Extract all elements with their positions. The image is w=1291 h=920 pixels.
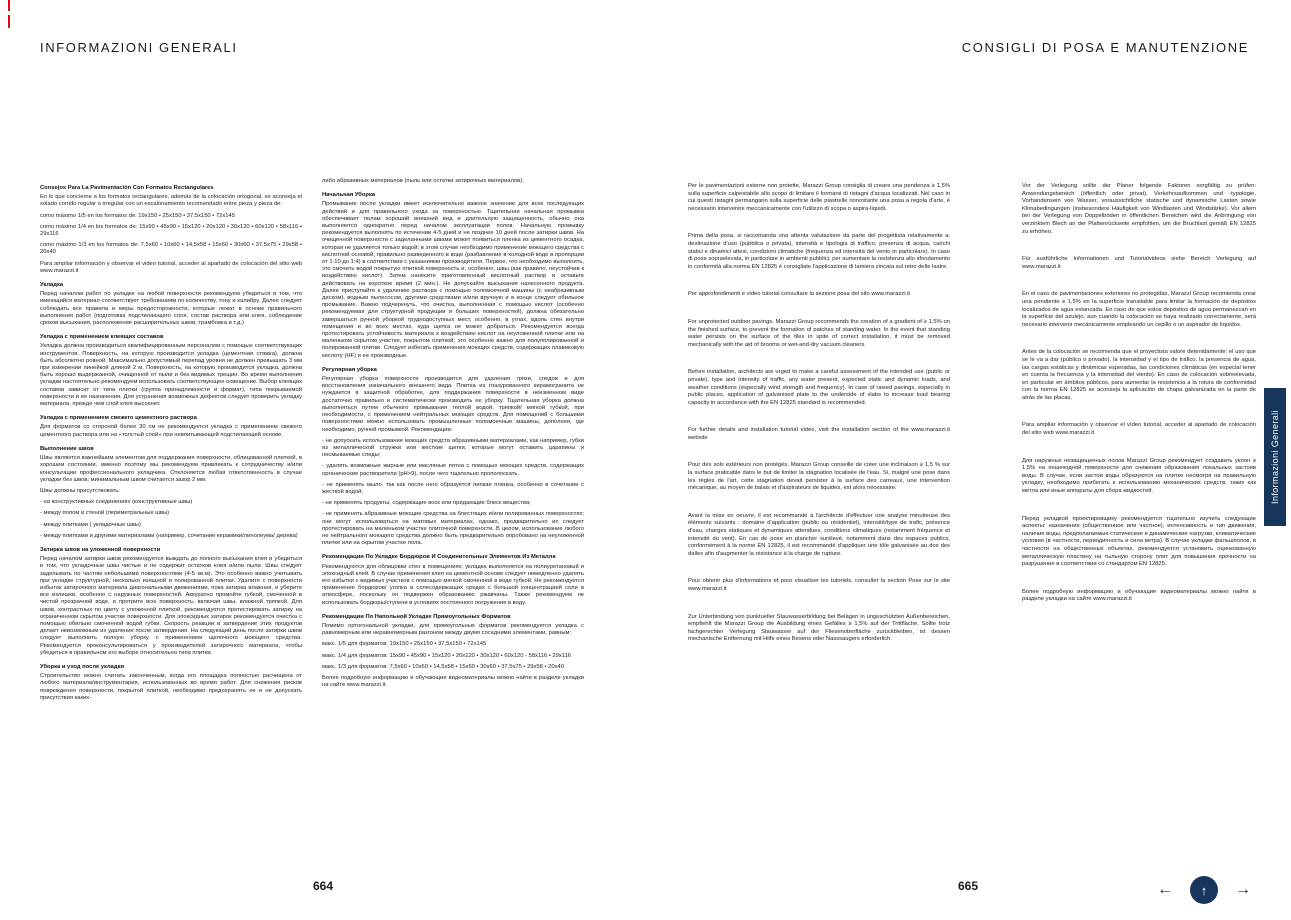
paragraph: Before installation, architects are urged to make a careful assessment of the intended use (public or private), type and intensity of traffic, any water present, expected static and dynamic loads, and weather conditions (especially wind strength and frequency). In case of raised pavings, especially in public places, application of galvanised plate to the underside of slabs to increase load bearing capacity in accordance with the EN 12825 standard is recommended. (688, 369, 950, 406)
paragraph: Более подробную информацию и обучающие видеоматериалы можно найти в разделе укладки на сайте www.marazzi.it (1022, 588, 1256, 603)
paragraph: - между полом и стеной (периметральные швы) (40, 510, 170, 517)
block-heading: Выполнение швов (40, 445, 94, 452)
paragraph: Vor der Verlegung sollte der Planer folgende Faktoren sorgfältig zu prüfen: Anwendungsbereich (öffentlich oder privat), Verkehrsaufkommen und -typologie, Vorhandensein von Wasser, voraussichtliche statische und dynamische Lasten sowie Klimabedingungen (insbesondere Häufigkeit von Windlasten und Windstärke). Vor allem bei der Verlegung von Doppelböden in öffentlichen Bereichen wird die Anbringung von verzinktem Blech an der Plattenrückseite empfohlen, um die Bruchlast gemäß EN 12825 zu erhöhen. (1022, 183, 1256, 235)
paragraph: Строительство можно считать законченным, когда его площадка полностью расчищена от любого материала/инструментария, использованных во время работ. Для снижения рисков повреждения поверхности, покрытой плиткой, необходимо предохранять ее и не допускать присутствия каких- (40, 673, 302, 701)
pager-navigation (1157, 876, 1251, 904)
paragraph: макс. 1/3 для форматов: 7,5x60 • 10x60 • 14,5x58 • 15x60 • 30x60 • 37,5x75 • 29x58 • 20x40 (322, 663, 564, 670)
paragraph: For unprotected outdoor pavings, Marazzi Group recommends the creation of a gradient of ≥ 1,5% on the finished surface, to prevent the formation of patches of standing water. In the event that standing water persists on the surface of the tiles in spite of correct installation, it must be removed mechanically with the aid of brooms or wet-and-dry vacuum cleaners. (688, 318, 950, 348)
paragraph: Регулярная уборка поверхности производится для удаления грязи, следов и для восстановления изначального внешнего вида. Плитка из глазурованного керамогранита не нуждается в защитной обработке, для поддержания поверхности в неизменном виде достаточно правильно и систематически производить ее уборку. Тщательная уборка должна выполняться путем обычного промывания теплой водой, тряпкой/ мягкой губкой, при необходимости, с применением нейтральных моющих средств. Для помещений с большими поверхностями можно использовать промышленные поломоечные машины, дополняя, где необходимо, ручной промывкой. Рекомендации: (322, 376, 584, 433)
paragraph: Für ausführliche Informationen und Tutorialvideos siehe Bereich Verlegung auf www.marazzi.it (1022, 256, 1256, 270)
page-title-right: CONSIGLI DI POSA E MANUTENZIONE (961, 40, 1249, 55)
paragraph: - не применять абразивные моющие средства на блестящих и/или полированных поверхностях; они могут использоваться на матовых материалах, однако, предварительно их следует протестировать на маленьком участке плиточной поверхности. В целом, использование любого не нейтрального моющего средства должно быть предварительно опробовано на неуложенной плитке или на скрытом участке пола. (322, 511, 584, 547)
block-heading: Рекомендации По Укладке Бордюров И Соединительных Элементов Из Металла (322, 554, 556, 561)
block-heading: Consejos Para La Pavimentación Con Formatos Rectangulares (40, 185, 214, 191)
page-number-left: 664 (313, 879, 334, 893)
paragraph: макс. 1/5 для форматов: 19x150 • 25x150 • 37,5x150 • 72x145 (322, 641, 487, 648)
paragraph: Para ampliar información y observar el vídeo tutorial, acceder al apartado de colocación del sitio web www.marazzi.it (1022, 422, 1256, 437)
paragraph: Промывание после укладки имеет исключительно важное значение для всех последующих действий и для правильного ухода за поверхностью. Тщательная начальная промывка обеспечивает полам хороший внешний вид и длительную защищенность, обычно она выполняется однократно перед началом эксплуатации полов. Начальную промывку рекомендуется выполнять по истечении 4-5 дней и не позднее 10 дней после затирки швов. На очищенной поверхности с заделанными швами может появиться пленка из цементного осадка, которая не удаляется только водой; в этом случае необходимо применение моющего средства с кислотной основой, правильно разведенного в воде (разбавление в холодной воде в пропорции от 1:10 до 1:4) в соответствии с указаниями производителя. Первое, что необходимо выполнить, это смочить водой покрытую плиткой поверхность и, особенно, швы (как правило, неустойчив к воздействию кислот). Затем нанесите приготовленный кислотный раствор и оставьте действовать на короткое время (2 мин.). Не допускайте высыхания нанесенного продукта. Далее приступайте к удалению раствора с помощью поломоечной машины (с неабразивным диском), водным пылесосом, другими средствами и/или вручную и в конце следует обильное промывание. Важно подчеркнуть, что очистка, выполненная с помощью кислот (особенно рекомендуемая для структурной продукции и больших поверхностей), должна обязательно завершаться ручной уборкой труднодоступных мест, особенно, в углах, вдоль стен внутри помещения и во всех местах, куда щетка не может добраться. Рекомендуется всегда протестировать устойчивость материала к воздействию кислот на неуложенной плитке или на маленьком скрытом участке, покрытом плиткой; это особенно важно для полуполированной и полированной плитки. Следует избегать применения моющих средств, содержащих плавиковую кислоту (HF) и ее производные. (322, 201, 584, 359)
paragraph: Для форматов со стороной более 30 см не рекомендуется укладка с применением свежего цементного раствора или на «толстый слой» при невпитывающей подстилающей основе. (40, 424, 302, 438)
paragraph: Prima della posa, si raccomanda una attenta valutazione da parte del progettista relativamente a: destinazione d'uso (pubblica o privata), intensità e tipologia di traffico, presenza di acqua, carichi statici e dinamici attesi, condizioni climatiche (frequenza ed intensità del vento in particolare). In caso di posa sopraelevata, in particolare in ambienti pubblici, per aumentare la resistenza allo sfondamento in conformità alla norma EN 12825 è consigliate l'applicazione di lamiera zincata sul retro delle lastre. (688, 233, 950, 270)
paragraph: Para ampliar información y observar el video tutorial, acceder al apartado de colocación del sitio web www.marazzi.it (40, 260, 302, 274)
text-column-4 (1022, 183, 1256, 624)
next-page-arrow-icon[interactable]: → (1235, 881, 1251, 898)
paragraph: - на конструктивных соединениях (конструктивные швы) (40, 499, 193, 506)
paragraph: Помимо ортогональной укладки, для прямоугольных форматов рекомендуется укладка с равномерным или неравномерным разгоном между двумя соседними элементами, равным: (322, 622, 584, 637)
paragraph: como máximo 1/5 en los formatos de: 19x150 • 25x150 • 37,5x150 • 72x145 (40, 212, 235, 219)
block-heading: Рекомендации По Напольной Укладке Прямоугольных Форматов (322, 613, 511, 620)
paragraph: como máximo 1/3 en los formatos de: 7,5x60 • 10x60 • 14,5x58 • 15x60 • 30x60 • 37,5x75 • 29x58 • 20x40 (40, 242, 302, 256)
red-crop-mark-top (8, 0, 10, 11)
paragraph: - удалять возможные жирные или масляные пятна с помощью моющих средств, содержащих органические растворители (pH>9), после чего тщательно прополоскать. (322, 463, 584, 477)
paragraph: Pour des sols extérieurs non protégés, Marazzi Group conseille de créer une inclinaison ≥ 1,5 % sur la surface praticable dans le but de limiter la stagnation localisée de l'eau. Si, malgré une pose dans les règles de l'art, cette stagnation devait persister à la surface des carreaux, une intervention mécanique, au moyen de balais et d'aspirateurs de liquides, est alors nécessaire. (688, 462, 950, 492)
paragraph: Рекомендуются для облицовки стен в помещениях; укладка выполняется на полиуретановый и эпоксидный клей. В случае применения клея на цементной основе следует немедленно удалять его избытки с видимых участков с помощью мягкой смоченной в воде губкой. Не рекомендуется применение бордюров/ уголка в солесодержащих средах с большой концентрацией соли в атмосфере, поскольку он подвержен образованию ржавчины. Также рекомендуем не использовать бордюры/ступени в условиях постоянного погружения в воду. (322, 563, 584, 606)
block-heading: Укладка (40, 282, 64, 289)
paragraph: Укладка должна производиться квалифицированным персоналом с помощью соответствующих инструментов. Поверхность, на которую производится укладка (цементная стяжка), должна быть абсолютно ровной. Максимально допустимый перепад уровня не должен превышать 3 мм при измерении линейкой длиной 2 м. Поверхность, на которую производится укладка, должна быть хорошо выдержанной, очищенной от пыли и без видимых трещин. Во время выполнения укладки настоятельно рекомендуем использовать соответствующее освещение. Выбор клеящих составов зависит от типа плитки (группа принадлежности и формат), типа покрываемой поверхности и ее назначения. Для устранения возможных дефектов следует проверить укладку материала, прежде чем слой клея высохнет. (40, 343, 302, 408)
paragraph: Per approfondimenti e video tutorial consultare la sezione posa del sito www.marazzi.it (688, 291, 911, 298)
paragraph: Перед укладкой проектировщику рекомендуется тщательно изучить следующие аспекты: назначение (общественное или частное), интенсивность и тип движения, наличие воды, предполагаемые статические и динамические нагрузки, климатические условия (в частности, периодичность и сила ветра). В случае укладки фальшполов, в частности на общественных объектах, рекомендуется установить оцинкованную металлическую пластину на тыльную сторону плит для повышения прочности на разрушение в соответствии со стандартом EN 12825. (1022, 515, 1256, 568)
section-tab-label: Informazioni Generali (1270, 410, 1280, 504)
paragraph: Zur Unterbindung von punktueller Stauwasserbildung bei Belägen in ungeschützten Außenbereichen, empfiehlt die Marazzi Group die Ausbildung eines Gefälles ≥ 1,5% auf der Trittfläche. Sollte trotz fachgerechter Verlegung Stauwasser auf der Fliesenoberfläche zurückbleiben, ist dessen mechanische Entfernung mit Hilfe eines Besens oder Nasssaugers erforderlich. (688, 613, 950, 643)
scroll-to-top-button[interactable] (1190, 876, 1218, 904)
block-heading: Уборка и уход после укладки (40, 663, 125, 670)
section-tab-informazioni-generali[interactable] (1264, 388, 1286, 526)
paragraph: En lo que concierne a los formatos rectangulares, además de la colocación ortogonal, se aconseja el solado corrido regular o irregular con un escalonamiento recomendado entre pieza y pieza de: (40, 194, 302, 208)
paragraph: Швы должны присутствовать: (40, 487, 121, 494)
block-heading: Затирка швов на уложенной поверхности (40, 546, 161, 553)
paragraph: Перед началом затирки швов рекомендуется выждать до полного высыхания клея и убедиться в том, что укладочные швы чистые и не содержат остатков клея и/или пыли. Швы следует заделывать по частям небольшими поверхностями (4-5 кв.м). Это особенно важно учитывать при укладке структурной, несколько изящной и полированной плитки. Удалите с поверхности избыток затирочного материала диагональными движениями, пока затирка влажная, и уберите все излишки, особенно с наружных поверхностей. Аккуратно промойте губкой, смоченной в чистой прозрачной воде, и протрите всю поверхность, включая швы, влажной тряпкой. Для швов, контрастных по цвету с уложенной плиткой, рекомендуется протестировать затирку на ограниченном скрытом участке поверхности. Для эпоксидных затирок рекомендуется очистка с помощью обильно смоченной водой губки. Скорость реакции в затвердение этих продуктов делает невозможным их удаление после затвердения. На следующий день после затирки швов следует выполнить полную уборку с применением щелочного моющего средства. Рекомендуется проконсультироваться у производителей затирочного материала, чтобы убедиться в правильном его выборе относительно типа плитки. (40, 556, 302, 656)
paragraph: - между плитками ( укладочные швы) (40, 521, 141, 528)
paragraph: Швы являются важнейшим элементом для поддержания поверхности, облицованной плиткой, в хорошем состоянии, именно поэтому мы рекомендуем привлекать к сотрудничеству и/или консультации профессионального укладчика. Отклоняется любая ответственность в случае укладки без швов; минимальным швом считается зазор 2 мм. (40, 455, 302, 483)
paragraph: Более подробную информацию и обучающие видеоматериалы можно найти в разделе укладки на сайте www.marazzi.it (322, 674, 584, 689)
paragraph: Avant la mise en oeuvre, il est recommandé à l'architecte d'effectuer une analyse minutieuse des éléments suivants : domaine d'application (public ou résidentiel), intensité/type de trafic, présence d'eau, charges statiques et dynamiques attendues, conditions climatiques (notamment fréquence et intensité du vent). En cas de pose en plancher surélevé, notamment dans des espaces publics, conformément à la norme EN 12825, il est recommandé d'appliquer une tôle galvanisée au dos des dalles afin d'augmenter la résistance à la charge de rupture. (688, 512, 950, 557)
paragraph: Pour obtenir plus d'informations et pour visualiser les tutoriels, consulter la section Pose sur le site www.marazzi.it (688, 578, 950, 592)
block-heading: Регулярная уборка (322, 366, 377, 373)
paragraph: - не применять продукты, содержащие воск или придающие блеск вещества; (322, 500, 531, 507)
previous-page-arrow-icon[interactable]: ← (1157, 881, 1173, 898)
paragraph: Перед началом работ по укладке на любой поверхности рекомендуем убедиться в том, что имеющийся материал соответствует требованиям по количеству, тону и калибру. Далее следует соблюдать все правила и меры предосторожности, которые лежат в основе правильного выполнения работ (подготовка подстилающего слоя, состав раствора или клея, соблюдение сроков высыхания, расположение расширительных швов, трамбовка и т.д.) (40, 291, 302, 327)
arrow-up-icon: ↑ (1200, 882, 1208, 898)
block-heading: Укладка с применением клеящих составов (40, 334, 164, 341)
block-heading: Начальная Уборка (322, 192, 376, 199)
page-number-right: 665 (958, 879, 979, 893)
paragraph: Antes de la colocación se recomienda que el proyectista valore detenidamente: el uso que se le va a dar (público o privado), la intensidad y el tipo de tráfico, la presencia de agua, las cargas estáticas y dinámicas esperadas, las condiciones climáticas (en especial tener en cuenta la frecuencia y la intensidad del viento). En caso de colocación sobreelevada, en particular en ámbitos públicos, para aumentar la resistencia a la rotura de conformidad con la norma EN 12825 se aconseja la aplicación de chapa galvanizada en la parte de atrás de las placas. (1022, 349, 1256, 401)
paragraph: либо абразивных материалов (пыль или остатки затирочных материалов). (322, 178, 524, 184)
paragraph: For further details and installation tutorial video, visit the installation section of the www.marazzi.it website (688, 427, 950, 441)
paragraph: - не применять мыло, так как после него образуется липкая пленка, особенно в сочетании с жесткой водой; (322, 481, 584, 495)
paragraph: como máximo 1/4 en los formatos de: 15x90 • 45x90 • 15x120 • 20x120 • 30x120 • 60x120 • 58x116 • 29x116 (40, 223, 302, 238)
page-title-left: INFORMAZIONI GENERALI (40, 40, 238, 55)
red-crop-mark-bottom (8, 15, 10, 28)
paragraph: - между плитками и другими материалами (например, сочетание керамики/линолеума/ дерева) (40, 532, 298, 539)
paragraph: - не допускать использование моющих средств абразивными материалами, как например, губки из металлической стружки или жесткие щетки, которые могут оставить царапины и несмываемые следы; (322, 437, 584, 459)
text-column-3 (688, 183, 950, 664)
text-column-2 (322, 178, 584, 693)
paragraph: Для наружных незащищенных полов Marazzi Group рекомендует создавать уклон ≥ 1,5% на пешеходной поверхности для снижения образования локальных застоев воды. В случае, если застои воды образуются на плитке несмотря на правильную укладку, необходимо прибегать к использованию механических средств, таких как метла или иные аппараты для сбора жидкостей. (1022, 457, 1256, 495)
paragraph: Per le pavimentazioni esterne non protette, Marazzi Group consiglia di creare una pendenza ≥ 1,5% sulla superficie calpestabile allo scopo di limitare il formarsi di ristagni d'acqua localizzati. Nel caso in cui questi ristagni permangano sulla superficie delle piastrelle nonostante una posa a regola d'arte, è necessario intervenire meccanicamente con l'utilizzo di scopa o aspira-liquidi. (688, 183, 950, 212)
text-column-1 (40, 178, 302, 706)
paragraph: макс. 1/4 для форматов: 15x90 • 45x90 • 15x120 • 20x120 • 30x120 • 60x120 - 58x116 • 29x116 (322, 652, 572, 659)
block-heading: Укладка с применением свежего цементного раствора (40, 415, 197, 422)
paragraph: En el caso de pavimentaciones exteriores no protegidas, Marazzi Group recomienda crear una pendiente ≥ 1,5% en la superficie transitable para limitar la formación de depósitos localizados de agua estancada. En caso de que estos depósitos de agua permanezcan en la superficie del azulejo, aun cuando la colocación se haya realizado correctamente, será necesario intervenir mecánicamente empleando un cepillo o un aspirador de líquidos. (1022, 291, 1256, 328)
